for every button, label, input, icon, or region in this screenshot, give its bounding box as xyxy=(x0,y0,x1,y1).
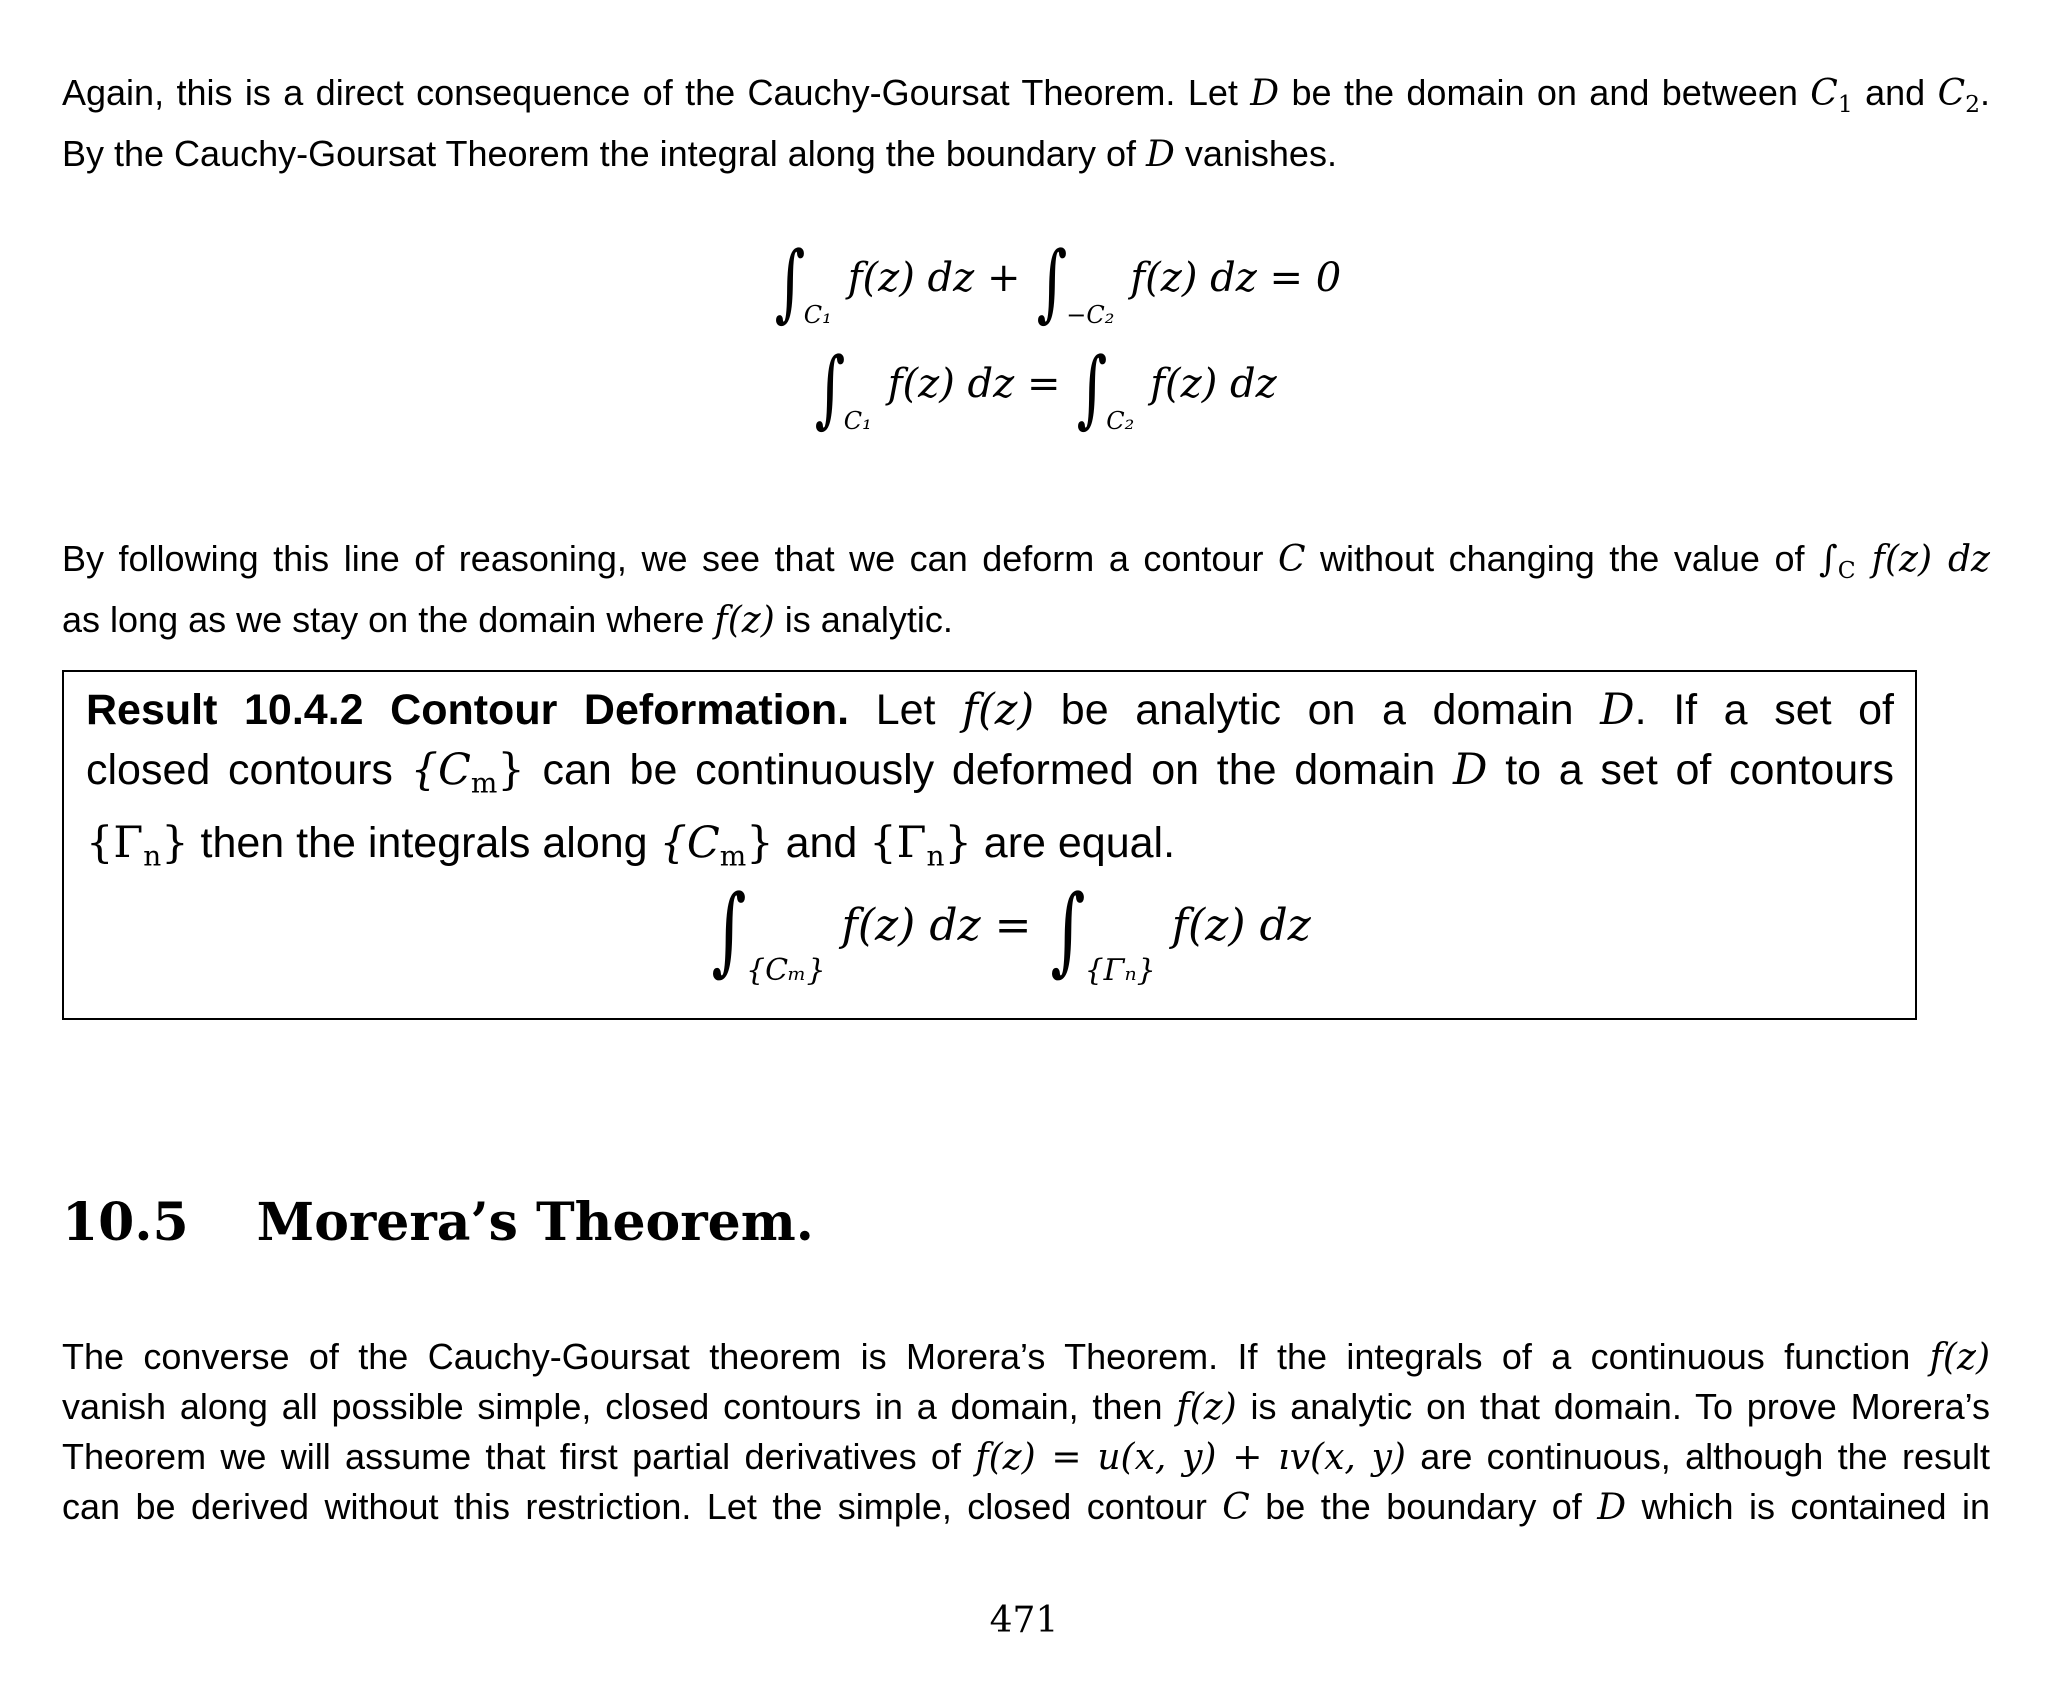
integrand: f(z) dz = xyxy=(887,361,1061,408)
morera-paragraph xyxy=(62,1332,1990,1532)
intro-paragraph xyxy=(62,68,1990,179)
morera-line-3: Theorem we will assume that first partial derivatives of f(z) = u(x, y) + ıv(x, y) are continuous, although the result xyxy=(62,1436,1990,1478)
integral-sign: ∫ xyxy=(1037,233,1068,331)
result-heading: Result 10.4.2 Contour Deformation. xyxy=(86,686,850,734)
integrand: f(z) dz = 0 xyxy=(1130,255,1342,302)
integral-subscript: C₂ xyxy=(1106,407,1135,436)
integrand: f(z) dz = xyxy=(841,900,1032,952)
result-line-3: $\{\Gamma_n\}$ then the integrals along $\{C_m\}$ and $\{\Gamma_n\}$ are equal. xyxy=(86,818,1176,873)
intro-line-1: Again, this is a direct consequence of the Cauchy-Goursat Theorem. Let D be the domain on and between $C_1$ and $C_2$. xyxy=(62,72,1991,119)
result-line-2: closed contours $\{C_m\}$ can be continuously deformed on the domain D to a set of contours xyxy=(86,745,1894,800)
equation-integral-equal xyxy=(808,339,1277,437)
integral-sign: ∫ xyxy=(711,874,747,986)
integral-sign: ∫ xyxy=(774,233,806,331)
deformation-line-2: as long as we stay on the domain where f(z) is analytic. xyxy=(62,599,953,642)
result-statement xyxy=(86,680,1894,887)
intro-line-2: By the Cauchy-Goursat Theorem the integral along the boundary of D vanishes. xyxy=(62,133,1337,176)
equation-integral-sum xyxy=(768,233,1342,331)
result-box xyxy=(62,670,1917,1020)
morera-line-2: vanish along all possible simple, closed contours in a domain, then f(z) is analytic on that domain. To prove Morera’s xyxy=(62,1386,1990,1428)
integral-sign: ∫ xyxy=(1050,874,1086,986)
integral-subscript: C₁ xyxy=(803,301,832,330)
morera-line-1: The converse of the Cauchy-Goursat theorem is Morera’s Theorem. If the integrals of a continuous function f(z) xyxy=(62,1336,1990,1378)
integrand: f(z) dz xyxy=(1171,900,1311,952)
integral-sign: ∫ xyxy=(814,339,846,437)
integrand: f(z) dz + xyxy=(847,255,1021,302)
page-number: 471 xyxy=(989,1600,1059,1641)
deformation-line-1: By following this line of reasoning, we see that we can deform a contour C without changing the value of $\int_C$ f(z) dz xyxy=(62,538,1990,585)
section-number: 10.5 xyxy=(62,1192,189,1253)
integral-subscript: −C₂ xyxy=(1066,301,1115,330)
integrand: f(z) dz xyxy=(1150,361,1277,408)
deformation-paragraph xyxy=(62,534,1990,645)
section-heading xyxy=(62,1192,814,1253)
morera-line-4: can be derived without this restriction. Let the simple, closed contour C be the boundary of D which is contained in xyxy=(62,1486,1990,1528)
integral-sign: ∫ xyxy=(1077,339,1108,437)
integral-subscript: {Cₘ} xyxy=(746,953,826,989)
integral-subscript: C₁ xyxy=(843,407,872,436)
section-title: Morera’s Theorem. xyxy=(256,1192,814,1253)
result-line-1: Result 10.4.2 Contour Deformation. Let f(z) be analytic on a domain D. If a set of xyxy=(86,685,1895,735)
integral-subscript: {Γₙ} xyxy=(1084,953,1156,989)
result-equation xyxy=(704,874,1311,989)
